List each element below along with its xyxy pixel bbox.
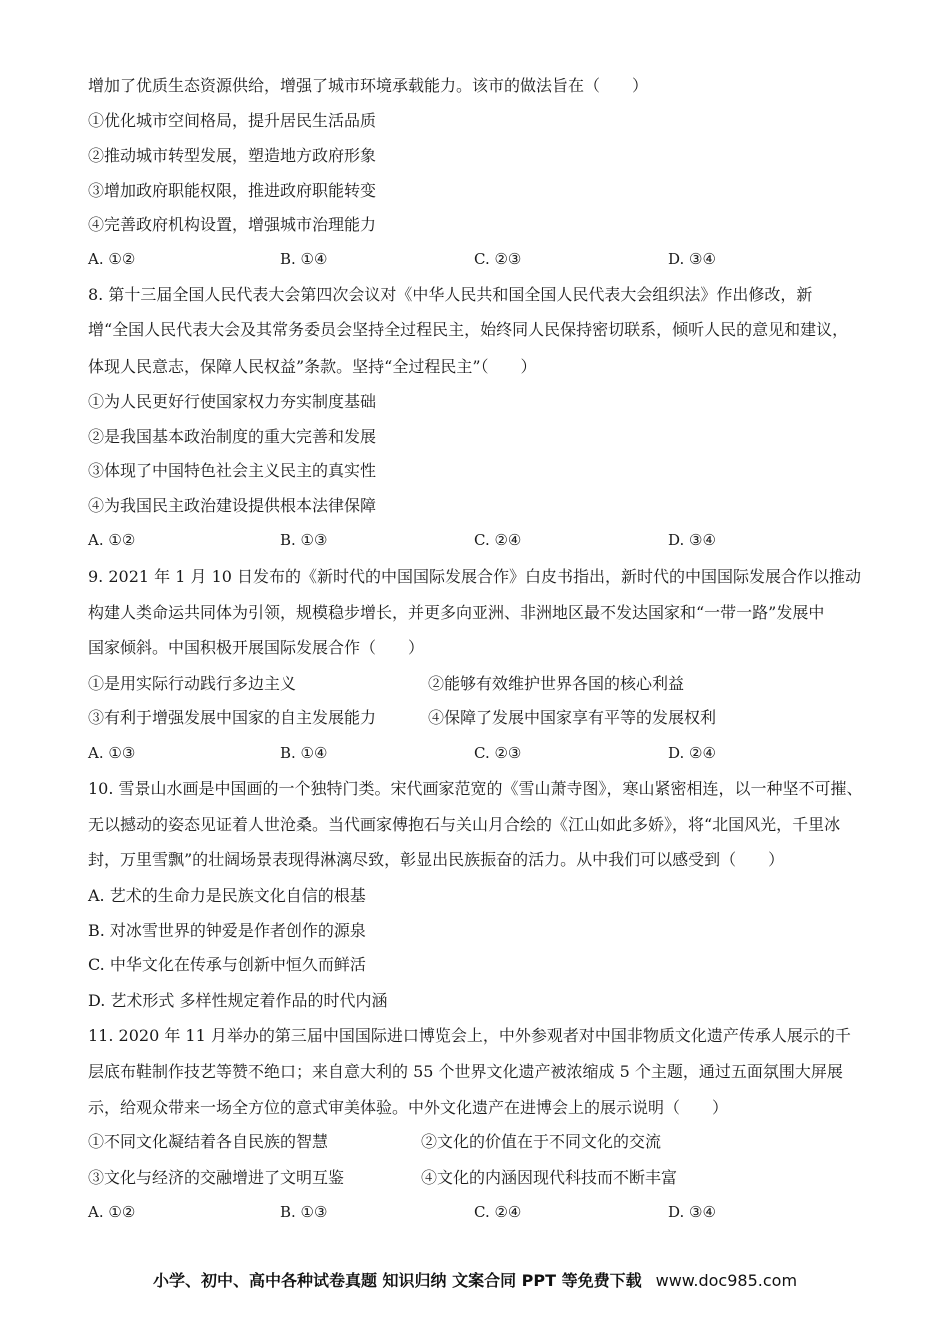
q10-choice-d: D. 艺术形式 多样性规定着作品的时代内涵 bbox=[88, 991, 388, 1010]
q8-stem-line-2: 增“全国人民代表大会及其常务委员会坚持全过程民主，始终同人民保持密切联系，倾听人民的意见和建议， bbox=[88, 320, 849, 339]
q7-item-4: ④完善政府机构设置，增强城市治理能力 bbox=[88, 215, 377, 234]
q11-item-4: ④文化的内涵因现代科技而不断丰富 bbox=[421, 1168, 678, 1187]
footer-text: 小学、初中、高中各种试卷真题 知识归纳 文案合同 PPT 等免费下载 bbox=[152, 1271, 642, 1290]
q8-item-2: ②是我国基本政治制度的重大完善和发展 bbox=[88, 427, 377, 446]
q9-option-b: B. ①④ bbox=[280, 744, 328, 762]
q10-stem-line-1: 10. 雪景山水画是中国画的一个独特门类。宋代画家范宽的《雪山萧寺图》，寒山紧密相连，以一种坚不可摧、 bbox=[88, 779, 863, 798]
q9-item-3: ③有利于增强发展中国家的自主发展能力 bbox=[88, 708, 377, 727]
q9-option-d: D. ②④ bbox=[668, 744, 716, 762]
q11-item-1: ①不同文化凝结着各自民族的智慧 bbox=[88, 1132, 329, 1151]
q9-item-4: ④保障了发展中国家享有平等的发展权利 bbox=[428, 708, 717, 727]
q10-choice-b: B. 对冰雪世界的钟爱是作者创作的源泉 bbox=[88, 921, 366, 940]
q8-stem-line-3: 体现人民意志，保障人民权益”条款。坚持“全过程民主”（ ） bbox=[88, 357, 537, 376]
q9-item-1: ①是用实际行动践行多边主义 bbox=[88, 674, 297, 693]
q8-item-4: ④为我国民主政治建设提供根本法律保障 bbox=[88, 496, 377, 515]
q8-option-b: B. ①③ bbox=[280, 531, 328, 549]
q8-stem-line-1: 8. 第十三届全国人民代表大会第四次会议对《中华人民共和国全国人民代表大会组织法》作出修改，新 bbox=[88, 285, 813, 304]
q9-option-a: A. ①③ bbox=[88, 744, 136, 762]
footer-banner bbox=[0, 1268, 950, 1291]
q7-option-d: D. ③④ bbox=[668, 250, 716, 268]
q9-stem-line-1: 9. 2021 年 1 月 10 日发布的《新时代的中国国际发展合作》白皮书指出，新时代的中国国际发展合作以推动 bbox=[88, 567, 862, 586]
q9-stem-line-2: 构建人类命运共同体为引领，规模稳步增长，并更多向亚洲、非洲地区最不发达国家和“一带一路”发展中 bbox=[88, 603, 825, 622]
q7-item-2: ②推动城市转型发展，塑造地方政府形象 bbox=[88, 146, 377, 165]
q11-item-2: ②文化的价值在于不同文化的交流 bbox=[421, 1132, 662, 1151]
q11-option-d: D. ③④ bbox=[668, 1203, 716, 1221]
q11-item-3: ③文化与经济的交融增进了文明互鉴 bbox=[88, 1168, 345, 1187]
q11-option-a: A. ①② bbox=[88, 1203, 136, 1221]
q10-choice-c: C. 中华文化在传承与创新中恒久而鲜活 bbox=[88, 955, 366, 974]
q7-option-a: A. ①② bbox=[88, 250, 136, 268]
footer-url[interactable]: www.doc985.com bbox=[655, 1271, 798, 1290]
q8-item-1: ①为人民更好行使国家权力夯实制度基础 bbox=[88, 392, 377, 411]
q11-stem-line-1: 11. 2020 年 11 月举办的第三届中国国际进口博览会上，中外参观者对中国非物质文化遗产传承人展示的千 bbox=[88, 1026, 851, 1045]
q8-option-d: D. ③④ bbox=[668, 531, 716, 549]
q9-stem-line-3: 国家倾斜。中国积极开展国际发展合作（ ） bbox=[88, 638, 425, 657]
q11-stem-line-3: 示，给观众带来一场全方位的意式审美体验。中外文化遗产在进博会上的展示说明（ ） bbox=[88, 1098, 729, 1117]
q11-option-c: C. ②④ bbox=[474, 1203, 522, 1221]
q8-option-a: A. ①② bbox=[88, 531, 136, 549]
q8-option-c: C. ②④ bbox=[474, 531, 522, 549]
q11-stem-line-2: 层底布鞋制作技艺等赞不绝口；来自意大利的 55 个世界文化遗产被浓缩成 5 个主题，通过五面氛围大屏展 bbox=[88, 1062, 843, 1081]
q8-item-3: ③体现了中国特色社会主义民主的真实性 bbox=[88, 461, 377, 480]
q7-item-1: ①优化城市空间格局，提升居民生活品质 bbox=[88, 111, 377, 130]
q9-option-c: C. ②③ bbox=[474, 744, 522, 762]
q7-item-3: ③增加政府职能权限，推进政府职能转变 bbox=[88, 181, 377, 200]
q10-stem-line-2: 无以撼动的姿态见证着人世沧桑。当代画家傅抱石与关山月合绘的《江山如此多娇》，将“北国风光，千里冰 bbox=[88, 815, 841, 834]
q9-item-2: ②能够有效维护世界各国的核心利益 bbox=[428, 674, 685, 693]
q11-option-b: B. ①③ bbox=[280, 1203, 328, 1221]
q10-stem-line-3: 封，万里雪飘”的壮阔场景表现得淋漓尽致，彰显出民族振奋的活力。从中我们可以感受到（ ） bbox=[88, 850, 785, 869]
q7-stem-tail: 增加了优质生态资源供给，增强了城市环境承载能力。该市的做法旨在（ ） bbox=[88, 76, 649, 95]
q10-choice-a: A. 艺术的生命力是民族文化自信的根基 bbox=[88, 886, 366, 905]
q7-option-b: B. ①④ bbox=[280, 250, 328, 268]
q7-option-c: C. ②③ bbox=[474, 250, 522, 268]
